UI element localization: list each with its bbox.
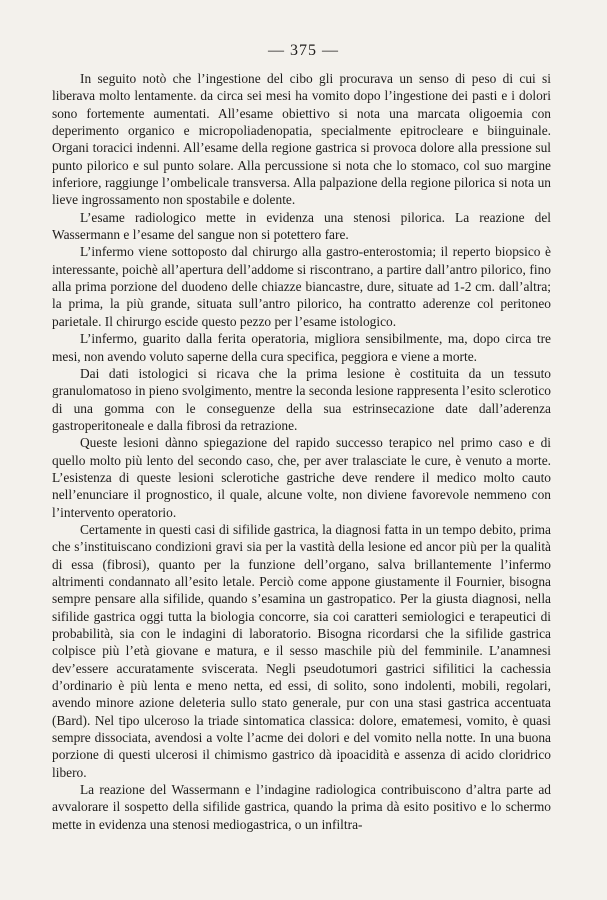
paragraph-3: L’infermo viene sottoposto dal chirurgo alla gastro-enterostomia; il reperto biopsico è interessante, poichè all’apertura dell’addome si riscontrano, a partire dall’antro pilorico, fino alla prima porzione del duodeno delle chiazze biancastre, dure, situate ad 1-2 cm. dall’altra; la prima, la più grande, situata sull’antro pilorico, ha contratto aderenze col peritoneo parietale. Il chirurgo escide questo pezzo per l’esame istologico. — [52, 244, 551, 329]
paragraph-8: La reazione del Wassermann e l’indagine radiologica contribuiscono d’altra parte ad avvalorare il sospetto della sifilide gastrica, quando la prima dà esito positivo e lo schermo mette in evidenza una stenosi mediogastrica, o un infiltra- — [52, 782, 551, 832]
paragraph-4: L’infermo, guarito dalla ferita operatoria, migliora sensibilmente, ma, dopo circa tre mesi, non avendo voluto saperne della cura specifica, peggiora e viene a morte. — [52, 331, 551, 364]
paragraph-6: Queste lesioni dànno spiegazione del rapido successo terapico nel primo caso e di quello molto più lento del secondo caso, che, per aver tralasciate le cure, è venuto a morte. L’esistenza di queste lesioni sclerotiche gastriche deve rendere il medico molto cauto nell’enunciare il prognostico, il quale, alcune volte, non diviene favorevole nemmeno con l’intervento operatorio. — [52, 435, 551, 520]
page-number: — 375 — — [268, 42, 339, 59]
paragraph-7: Certamente in questi casi di sifilide gastrica, la diagnosi fatta in un tempo debito, prima che s’instituiscano condizioni gravi sia per la vastità della lesione ed ancor più per la qualità di essa (fibrosi), quanto per la funzione dell’organo, salva brillantemente l’infermo altrimenti condannato all’esito letale. Perciò come appone giustamente il Fournier, bisogna sempre pensare alla sifilide, quando s’esamina un gastropatico. Per la giusta diagnosi, nella sifilide gastrica oggi tutta la biologia concorre, sia coi caratteri semiologici e terapeutici di probabilità, sia con le indagini di laboratorio. Bisogna ricordarsi che la sifilide gastrica colpisce più l’età giovane e matura, e il sesso maschile più del femminile. L’anamnesi dev’essere accuratamente sviscerata. Negli pseudotumori gastrici sifilitici la cachessia d’ordinario è più lenta e meno netta, ed essi, di solito, sono indolenti, mobili, regolari, avendo minore azione deleteria sullo stato generale, pur con una stasi gastrica accentuata (Bard). Nel tipo ulceroso la triade sintomatica classica: dolore, ematemesi, vomito, è quasi sempre dissociata, avendosi a volte l’acme dei dolori e del vomito nella notte. In una buona porzione di questi ulcerosi il chimismo gastrico dà ipoacidità e assenza di acido cloridrico libero. — [52, 521, 551, 780]
paragraph-2: L’esame radiologico mette in evidenza una stenosi pilorica. La reazione del Wassermann e l’esame del sangue non si potettero fare. — [52, 209, 551, 243]
body-text — [52, 70, 551, 833]
paragraph-1: In seguito notò che l’ingestione del cibo gli procurava un senso di peso di cui si liberava molto lentamente. da circa sei mesi ha vomito dopo l’ingestione dei pasti e i dolori sono fortemente aumentati. All’esame obiettivo si nota una marcata oligoemia con deperimento organico e micropoliadenopatia, specialmente epitrocleare e biinguinale. Organi toracici indenni. All’esame della regione gastrica si provoca dolore alla pressione sul punto pilorico e sul punto solare. Alla percussione si nota che lo stomaco, col suo margine inferiore, raggiunge l’ombelicale transversa. Alla palpazione della regione pilorica si nota un lieve ingrossamento non spostabile e dolente. — [52, 71, 551, 208]
paragraph-5: Dai dati istologici si ricava che la prima lesione è costituita da un tessuto granulomatoso in pieno svolgimento, mentre la seconda lesione rappresenta l’esito sclerotico di una gomma con le conseguenze della sua estrinsecazione date dall’aderenza gastroperitoneale e dalla fibrosi da retrazione. — [52, 365, 551, 433]
